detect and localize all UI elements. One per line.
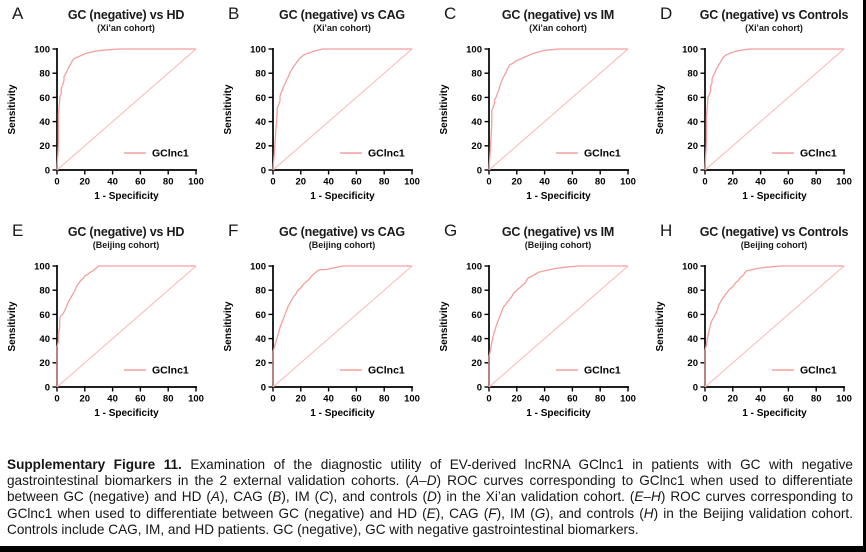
x-tick-label: 20	[727, 393, 739, 405]
roc-plot	[648, 34, 864, 210]
panel-letter: H	[660, 221, 673, 240]
y-tick-label: 100	[466, 43, 482, 55]
x-tick-label: 20	[79, 393, 91, 405]
y-tick-label: 100	[250, 43, 266, 55]
y-tick-label: 0	[476, 164, 482, 176]
roc-panel	[648, 0, 864, 217]
x-tick-label: 0	[54, 393, 60, 405]
y-tick-label: 60	[39, 92, 50, 104]
caption-segment: A	[210, 489, 220, 505]
x-tick-label: 60	[135, 393, 146, 405]
panel-title-block	[216, 217, 432, 251]
panel-subtitle: (Xi'an cohort)	[745, 23, 803, 34]
y-tick-label: 100	[34, 260, 50, 272]
y-axis-title: Sensitivity	[7, 84, 18, 135]
x-tick-label: 80	[162, 176, 174, 188]
x-tick-label: 80	[810, 393, 822, 405]
panel-title-block	[432, 0, 648, 34]
panel-letter: E	[12, 221, 24, 240]
x-tick-label: 100	[836, 176, 852, 188]
panel-subtitle: (Beijing cohort)	[524, 240, 592, 251]
y-axis-title: Sensitivity	[223, 84, 234, 135]
x-tick-label: 100	[620, 176, 636, 188]
x-tick-label: 0	[486, 393, 492, 405]
caption-segment: E	[426, 505, 436, 521]
y-axis-title: Sensitivity	[439, 84, 450, 135]
y-tick-label: 40	[471, 333, 482, 345]
x-tick-label: 60	[351, 176, 362, 188]
x-tick-label: 80	[162, 393, 174, 405]
x-tick-label: 20	[295, 176, 307, 188]
y-tick-label: 20	[255, 140, 266, 152]
caption-segment: Supplementary Figure 11.	[7, 456, 191, 472]
legend-label: GClnc1	[800, 147, 837, 160]
roc-panel	[648, 217, 864, 436]
y-axis-title: Sensitivity	[439, 301, 450, 352]
y-axis-title: Sensitivity	[655, 84, 666, 135]
y-tick-label: 20	[255, 357, 266, 369]
x-axis-title: 1 - Specificity	[526, 190, 591, 202]
caption-segment: F	[488, 505, 497, 521]
roc-plot	[648, 251, 864, 427]
y-tick-label: 0	[260, 381, 266, 393]
x-axis-title: 1 - Specificity	[742, 407, 807, 419]
y-tick-label: 40	[255, 116, 266, 128]
legend-label: GClnc1	[152, 147, 189, 160]
panel-title-block	[648, 0, 864, 34]
y-tick-label: 100	[682, 43, 698, 55]
roc-panel	[0, 0, 216, 217]
panel-subtitle: (Xi'an cohort)	[313, 23, 371, 34]
x-tick-label: 100	[620, 393, 636, 405]
caption-segment: ), IM (	[496, 505, 535, 521]
y-axis-title: Sensitivity	[7, 301, 18, 352]
y-tick-label: 60	[471, 92, 482, 104]
y-tick-label: 60	[471, 309, 482, 321]
caption-segment: ), and controls (	[329, 489, 428, 505]
panel-letter: D	[660, 4, 673, 23]
panel-subtitle: (Xi'an cohort)	[529, 23, 587, 34]
caption-segment: A–D	[410, 472, 437, 488]
roc-plot	[0, 251, 216, 427]
y-tick-label: 100	[466, 260, 482, 272]
y-tick-label: 60	[39, 309, 50, 321]
x-tick-label: 0	[702, 393, 708, 405]
x-tick-label: 80	[378, 393, 390, 405]
panel-title: GC (negative) vs IM	[501, 8, 615, 22]
x-tick-label: 40	[539, 176, 550, 188]
panel-title: GC (negative) vs CAG	[279, 225, 405, 239]
panel-subtitle: (Beijing cohort)	[308, 240, 376, 251]
y-tick-label: 100	[250, 260, 266, 272]
caption-segment: C	[319, 489, 330, 505]
roc-panel	[0, 217, 216, 436]
panel-title: GC (negative) vs Controls	[699, 8, 849, 22]
panel-subtitle: (Beijing cohort)	[92, 240, 160, 251]
x-tick-label: 100	[188, 176, 204, 188]
roc-plot	[432, 251, 648, 427]
roc-plot	[432, 34, 648, 210]
roc-panel	[216, 0, 432, 217]
panel-title-block	[0, 0, 216, 34]
caption-segment: ) ROC curves corresponding to GClnc1 when used to differentiate between GC (negative) and HD (	[7, 489, 853, 521]
roc-plot	[216, 34, 432, 210]
caption-segment: ) ROC curves corresponding to GClnc1 when used to differentiate between GC (negative) and HD (	[7, 472, 853, 505]
x-tick-label: 100	[404, 393, 420, 405]
legend-label: GClnc1	[584, 364, 621, 377]
y-tick-label: 60	[255, 309, 266, 321]
y-tick-label: 40	[687, 116, 698, 128]
legend-label: GClnc1	[152, 364, 189, 377]
panel-title-block	[648, 217, 864, 251]
roc-plot	[0, 34, 216, 210]
x-tick-label: 80	[594, 393, 606, 405]
x-tick-label: 100	[188, 393, 204, 405]
x-axis-title: 1 - Specificity	[742, 190, 807, 202]
caption-segment: D	[427, 489, 437, 505]
y-tick-label: 20	[39, 357, 50, 369]
y-tick-label: 20	[687, 357, 698, 369]
roc-panel	[432, 0, 648, 217]
panel-subtitle: (Beijing cohort)	[740, 240, 808, 251]
caption-segment: B	[272, 489, 282, 505]
x-tick-label: 60	[783, 176, 794, 188]
legend-label: GClnc1	[584, 147, 621, 160]
y-tick-label: 80	[471, 68, 482, 80]
y-axis-title: Sensitivity	[223, 301, 234, 352]
x-axis-title: 1 - Specificity	[94, 190, 159, 202]
x-tick-label: 60	[567, 176, 578, 188]
panel-letter: G	[444, 221, 458, 240]
x-tick-label: 40	[323, 393, 334, 405]
y-tick-label: 80	[255, 68, 266, 80]
y-tick-label: 80	[39, 285, 50, 297]
x-tick-label: 0	[486, 176, 492, 188]
figure-caption	[0, 450, 863, 539]
y-tick-label: 0	[692, 381, 698, 393]
panel-title-block	[432, 217, 648, 251]
y-tick-label: 20	[471, 140, 482, 152]
panel-title-block	[216, 0, 432, 34]
panel-title: GC (negative) vs IM	[501, 225, 615, 239]
y-tick-label: 80	[39, 68, 50, 80]
y-tick-label: 20	[39, 140, 50, 152]
panel-subtitle: (Xi'an cohort)	[97, 23, 155, 34]
x-tick-label: 80	[378, 176, 390, 188]
caption-segment: H	[643, 505, 654, 521]
y-tick-label: 80	[255, 285, 266, 297]
x-tick-label: 40	[539, 393, 550, 405]
x-axis-title: 1 - Specificity	[94, 407, 159, 419]
panel-title: GC (negative) vs HD	[67, 8, 185, 22]
x-tick-label: 60	[567, 393, 578, 405]
panel-letter: C	[444, 4, 457, 23]
x-tick-label: 20	[295, 393, 307, 405]
x-tick-label: 20	[79, 176, 91, 188]
legend-label: GClnc1	[800, 364, 837, 377]
y-tick-label: 0	[692, 164, 698, 176]
y-tick-label: 60	[255, 92, 266, 104]
caption-segment: ), IM (	[281, 489, 320, 505]
x-tick-label: 80	[810, 176, 822, 188]
x-tick-label: 20	[511, 176, 523, 188]
legend-label: GClnc1	[368, 364, 405, 377]
roc-plot	[216, 251, 432, 427]
y-tick-label: 40	[39, 333, 50, 345]
roc-panel	[432, 217, 648, 436]
caption-segment: ) in the Beijing validation cohort. Controls include CAG, IM, and HD patients. GC (negative), GC with negative gastrointestinal biomarkers.	[7, 505, 853, 537]
y-tick-label: 80	[471, 285, 482, 297]
y-tick-label: 0	[44, 381, 50, 393]
caption-segment: Examination of the diagnostic utility of EV-derived lncRNA GClnc1 in patients with GC with negative gastrointestinal biomarkers in the 2 external validation cohorts. (	[7, 456, 853, 488]
y-tick-label: 20	[687, 140, 698, 152]
x-tick-label: 40	[107, 393, 118, 405]
x-tick-label: 40	[107, 176, 118, 188]
caption-segment: E–H	[634, 489, 661, 505]
y-tick-label: 80	[687, 285, 698, 297]
y-tick-label: 40	[39, 116, 50, 128]
x-tick-label: 40	[755, 393, 766, 405]
panel-letter: F	[228, 221, 239, 240]
x-axis-title: 1 - Specificity	[310, 407, 375, 419]
x-tick-label: 40	[755, 176, 766, 188]
y-tick-label: 0	[44, 164, 50, 176]
x-tick-label: 40	[323, 176, 334, 188]
y-tick-label: 100	[682, 260, 698, 272]
caption-segment: ), CAG (	[435, 505, 489, 521]
panel-title: GC (negative) vs Controls	[699, 225, 849, 239]
panel-title-block	[0, 217, 216, 251]
y-tick-label: 60	[687, 309, 698, 321]
caption-segment: ), CAG (	[220, 489, 273, 505]
y-tick-label: 40	[255, 333, 266, 345]
x-tick-label: 20	[511, 393, 523, 405]
legend-label: GClnc1	[368, 147, 405, 160]
x-tick-label: 0	[270, 176, 276, 188]
caption-segment: G	[534, 505, 546, 521]
y-tick-label: 100	[34, 43, 50, 55]
x-tick-label: 80	[594, 176, 606, 188]
y-tick-label: 80	[687, 68, 698, 80]
panel-title: GC (negative) vs HD	[67, 225, 185, 239]
y-tick-label: 20	[471, 357, 482, 369]
panel-letter: B	[228, 4, 240, 23]
x-tick-label: 100	[836, 393, 852, 405]
x-tick-label: 60	[135, 176, 146, 188]
y-tick-label: 0	[260, 164, 266, 176]
y-axis-title: Sensitivity	[655, 301, 666, 352]
x-tick-label: 0	[270, 393, 276, 405]
x-tick-label: 0	[702, 176, 708, 188]
caption-segment: ) in the Xi’an validation cohort. (	[436, 489, 635, 505]
x-axis-title: 1 - Specificity	[526, 407, 591, 419]
y-tick-label: 40	[471, 116, 482, 128]
roc-panel	[216, 217, 432, 436]
x-tick-label: 60	[351, 393, 362, 405]
panel-letter: A	[12, 4, 24, 23]
y-tick-label: 40	[687, 333, 698, 345]
y-tick-label: 60	[687, 92, 698, 104]
panel-title: GC (negative) vs CAG	[279, 8, 405, 22]
x-tick-label: 100	[404, 176, 420, 188]
x-axis-title: 1 - Specificity	[310, 190, 375, 202]
x-tick-label: 60	[783, 393, 794, 405]
x-tick-label: 20	[727, 176, 739, 188]
x-tick-label: 0	[54, 176, 60, 188]
caption-segment: ), and controls (	[545, 505, 644, 521]
y-tick-label: 0	[476, 381, 482, 393]
